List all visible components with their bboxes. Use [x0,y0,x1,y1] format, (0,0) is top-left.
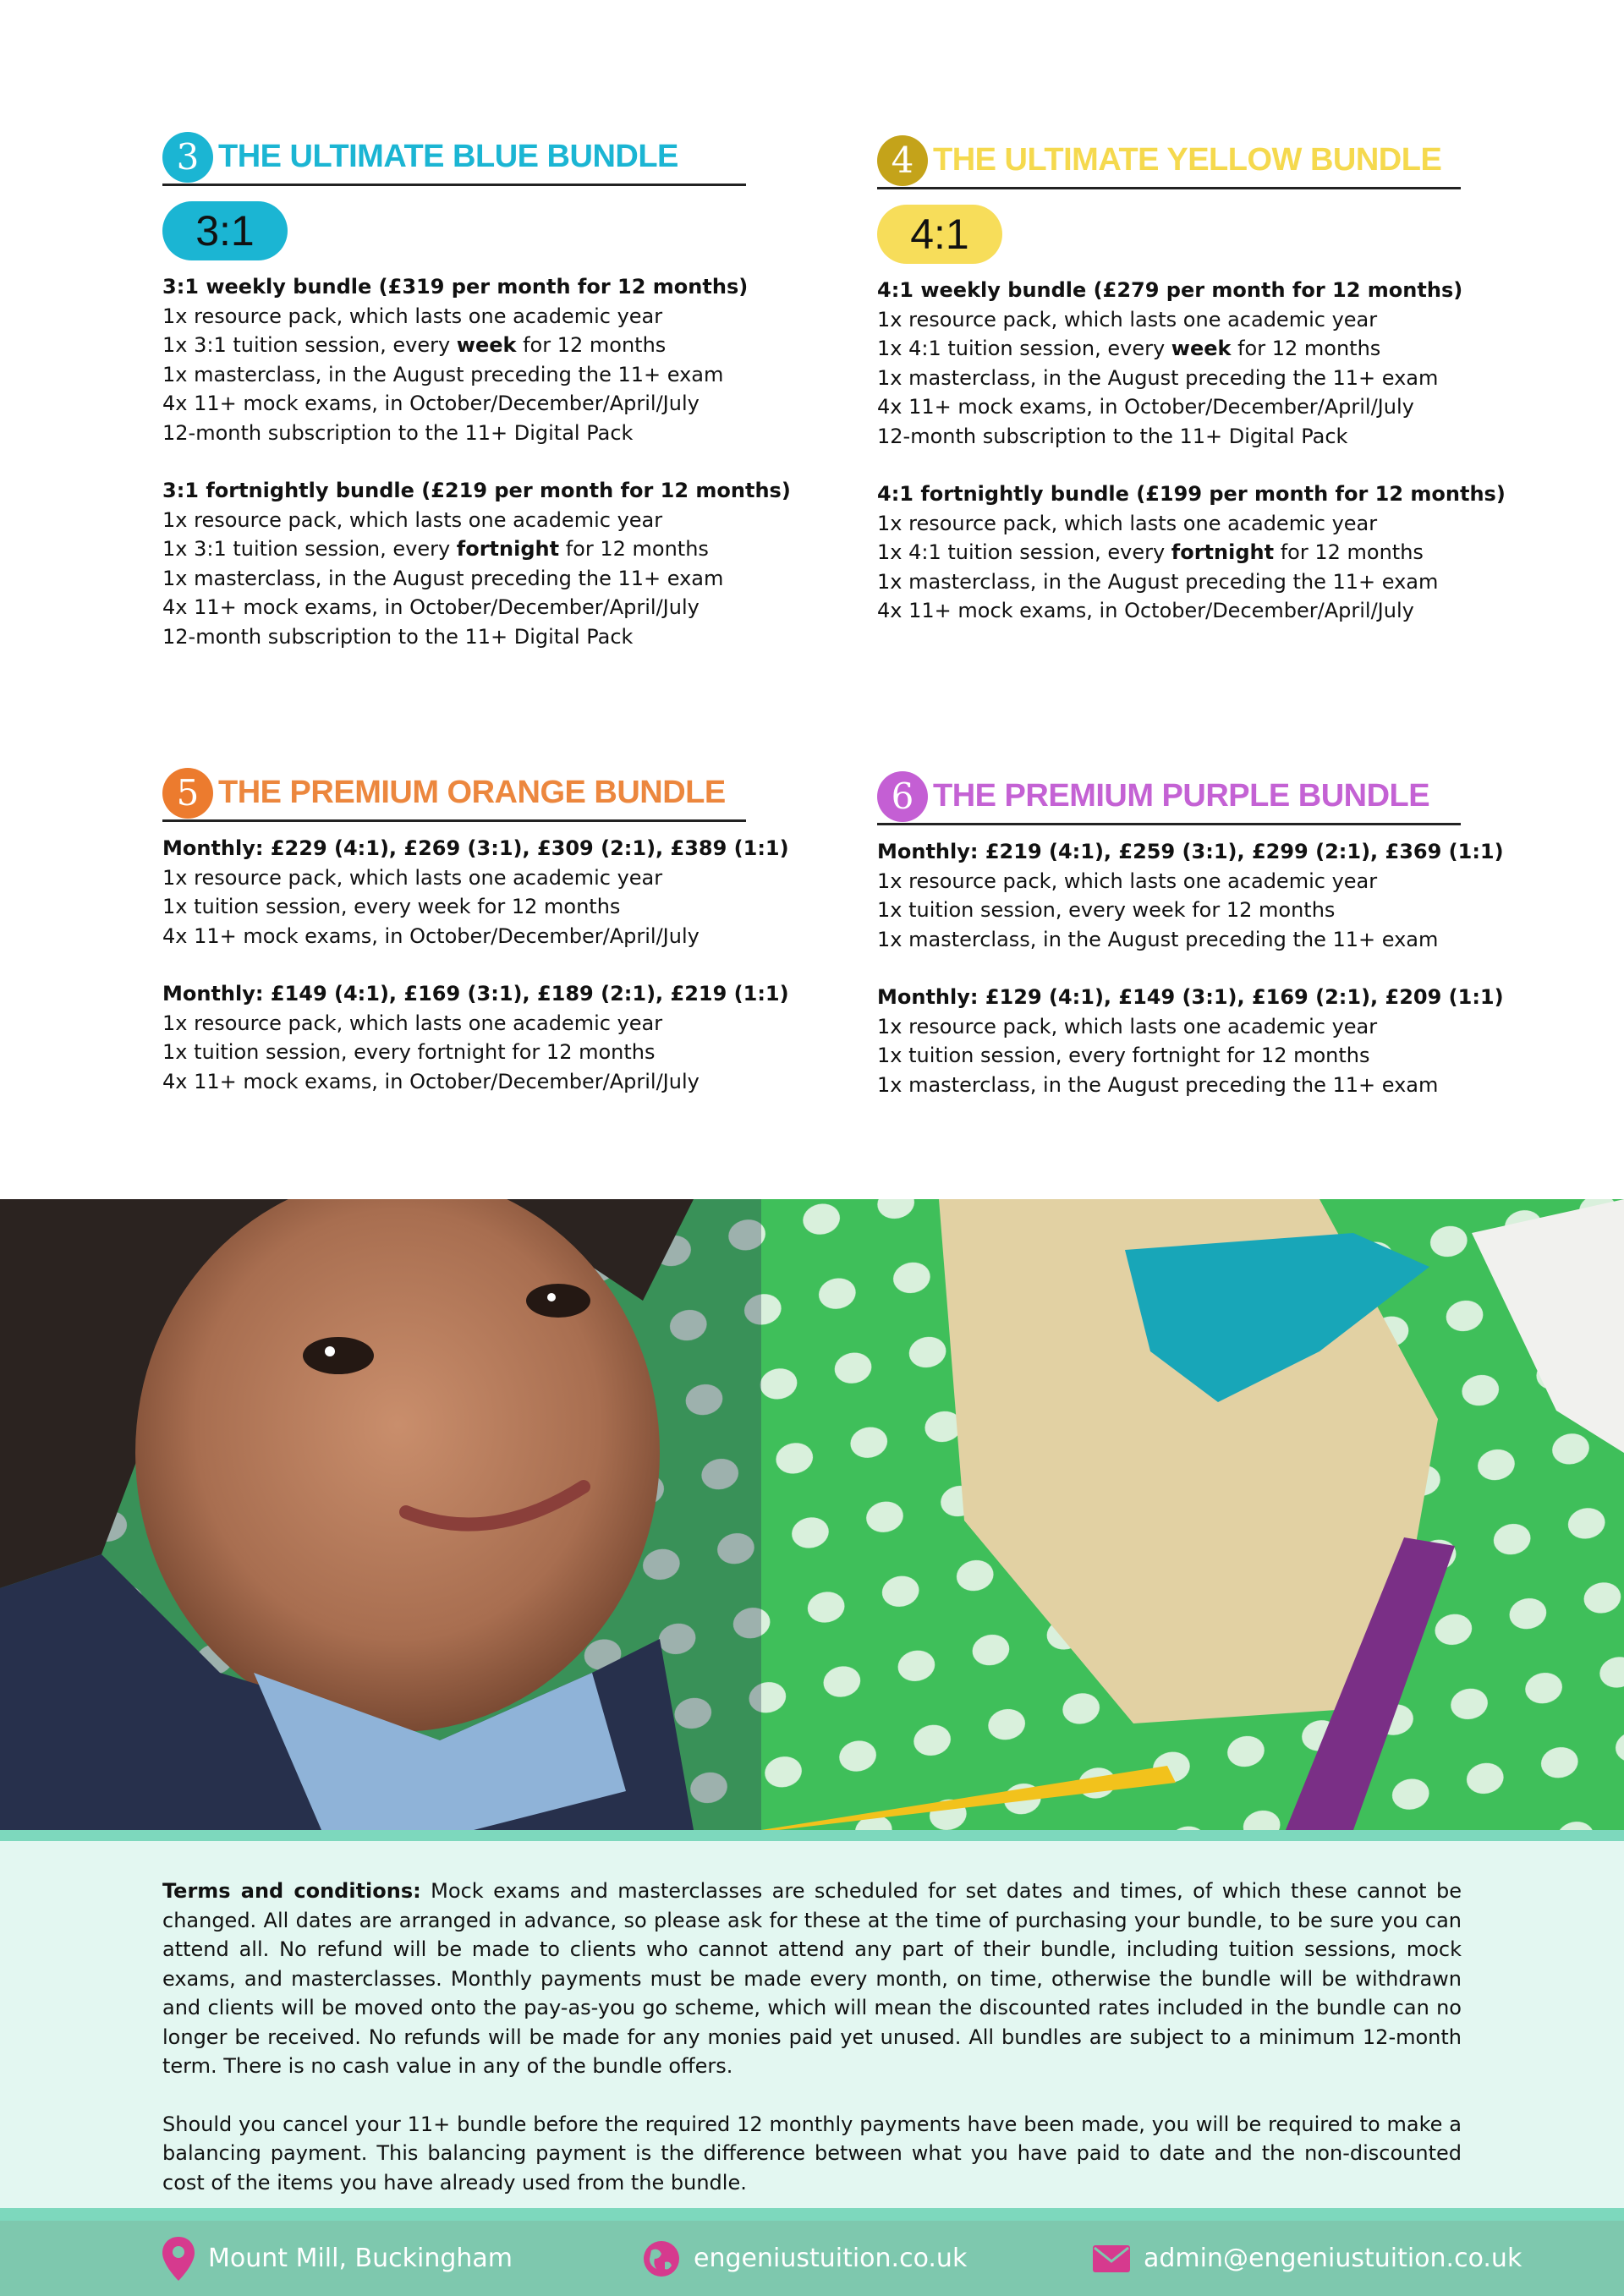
email-link[interactable]: admin@engeniustuition.co.uk [1144,2244,1522,2273]
bundle-yellow [877,137,1506,626]
option-line: 1x resource pack, which lasts one academic year [877,307,1378,332]
bundle-title: THE PREMIUM ORANGE BUNDLE [218,775,726,810]
bundle-option-weekly [162,272,749,447]
terms-text [162,1877,1462,2197]
option-line: 1x resource pack, which lasts one academic year [877,1014,1378,1038]
option-heading: 3:1 fortnightly bundle (£219 per month for 12 months) [162,479,791,502]
bundle-number-badge: 6 [877,771,928,822]
terms-label: Terms and conditions: [162,1879,421,1903]
option-line: 1x resource pack, which lasts one academic year [877,869,1378,893]
option-line: 1x resource pack, which lasts one academic year [877,511,1378,535]
option-line: 1x 4:1 tuition session, every fortnight for 12 months [877,540,1424,564]
location-text: Mount Mill, Buckingham [208,2244,513,2273]
option-line: 1x 3:1 tuition session, every fortnight for 12 months [162,537,709,561]
bundle-blue [162,134,791,651]
footer-email[interactable] [1093,2221,1522,2296]
website-link[interactable]: engeniustuition.co.uk [694,2244,968,2273]
bundle-option-fortnightly [162,476,791,651]
option-line: 1x masterclass, in the August preceding the 11+ exam [162,362,724,386]
bundle-option-weekly [877,837,1504,954]
bundle-title: THE ULTIMATE BLUE BUNDLE [218,139,678,174]
bundle-option-weekly [162,834,789,951]
option-line: 4x 11+ mock exams, in October/December/April/July [162,1069,700,1093]
option-heading: Monthly: £149 (4:1), £169 (3:1), £189 (2:1), £219 (1:1) [162,982,789,1006]
option-line: 1x tuition session, every fortnight for 12 months [162,1040,656,1064]
option-line: 1x masterclass, in the August preceding the 11+ exam [162,566,724,590]
option-line: 4x 11+ mock exams, in October/December/April/July [162,595,700,619]
bundle-header [877,137,1461,189]
footer [0,2221,1624,2296]
bundle-title: THE ULTIMATE YELLOW BUNDLE [933,142,1442,178]
ratio-badge: 4:1 [877,205,1002,264]
option-line: 12-month subscription to the 11+ Digital Pack [162,420,634,445]
footer-website[interactable] [643,2221,967,2296]
bundle-header [877,773,1461,825]
ratio-badge: 3:1 [162,201,288,260]
option-line: 1x masterclass, in the August preceding the 11+ exam [877,569,1439,594]
terms-paragraph: Should you cancel your 11+ bundle before the required 12 monthly payments have been made, you will be required to make a balancing payment. This balancing payment is the difference between what you have paid to date and the non-discounted cost of the items you have already used from the bundle. [162,2112,1462,2195]
bundle-title: THE PREMIUM PURPLE BUNDLE [933,778,1430,814]
option-line: 12-month subscription to the 11+ Digital Pack [162,624,634,649]
bundle-option-weekly [877,276,1461,451]
divider [0,2208,1624,2221]
option-line: 1x masterclass, in the August preceding the 11+ exam [877,365,1439,390]
option-line: 1x masterclass, in the August preceding the 11+ exam [877,1072,1439,1097]
terms-paragraph: Terms and conditions: Mock exams and masterclasses are scheduled for set dates and times, of which these cannot be changed. All dates are arranged in advance, so please ask for these at the time of purchasing your bundle, to be sure you can attend all. No refund will be made to clients who cannot attend any part of their bundle, including tuition sessions, mock exams, and masterclasses. Monthly payments must be made every month, on time, otherwise the bundle will be withdrawn and clients will be moved onto the pay-as-you go scheme, which will mean the discounted rates included in the bundle can no longer be received. No refunds will be made for any monies paid yet unused. All bundles are subject to a minimum 12-month term. There is no cash value in any of the bundle offers. [162,1879,1462,2078]
bundle-option-fortnightly [877,983,1504,1099]
option-line: 1x tuition session, every fortnight for 12 months [877,1044,1370,1067]
option-heading: 3:1 weekly bundle (£319 per month for 12 months) [162,275,749,299]
option-line: 1x 4:1 tuition session, every week for 12 months [877,337,1381,360]
option-line: 4x 11+ mock exams, in October/December/April/July [162,392,700,415]
bundle-option-fortnightly [162,979,789,1096]
bundle-purple [877,773,1504,1099]
bundle-number-badge: 3 [162,132,213,183]
option-line: 1x 3:1 tuition session, every week for 12 months [162,333,667,357]
terms-section [0,1841,1624,2208]
option-line: 1x resource pack, which lasts one academic year [162,865,663,890]
bundle-number-badge: 5 [162,768,213,819]
option-line: 1x resource pack, which lasts one academic year [162,304,663,328]
option-heading: 4:1 fortnightly bundle (£199 per month for 12 months) [877,482,1506,506]
option-line: 12-month subscription to the 11+ Digital Pack [877,424,1348,448]
location-pin-icon [162,2237,195,2281]
option-line: 1x masterclass, in the August preceding the 11+ exam [877,927,1439,951]
hero-photo [0,1199,1624,1830]
globe-icon [643,2240,680,2277]
option-line: 1x tuition session, every week for 12 months [877,898,1336,922]
option-line: 1x tuition session, every week for 12 months [162,895,621,918]
envelope-icon [1093,2245,1130,2272]
option-line: 1x resource pack, which lasts one academic year [162,507,663,532]
footer-location [162,2221,513,2296]
option-heading: Monthly: £129 (4:1), £149 (3:1), £169 (2:1), £209 (1:1) [877,985,1504,1009]
option-line: 1x resource pack, which lasts one academic year [162,1011,663,1035]
bundle-header [162,134,746,186]
bundle-orange [162,770,789,1096]
option-line: 4x 11+ mock exams, in October/December/April/July [162,923,700,948]
option-heading: Monthly: £229 (4:1), £269 (3:1), £309 (2:1), £389 (1:1) [162,836,789,860]
option-line: 4x 11+ mock exams, in October/December/April/July [877,599,1414,622]
option-line: 4x 11+ mock exams, in October/December/April/July [877,395,1414,419]
divider [0,1830,1624,1841]
option-heading: 4:1 weekly bundle (£279 per month for 12 months) [877,278,1463,302]
option-heading: Monthly: £219 (4:1), £259 (3:1), £299 (2:1), £369 (1:1) [877,840,1504,863]
bundle-option-fortnightly [877,479,1506,626]
bundle-header [162,770,746,822]
bundle-number-badge: 4 [877,135,928,186]
